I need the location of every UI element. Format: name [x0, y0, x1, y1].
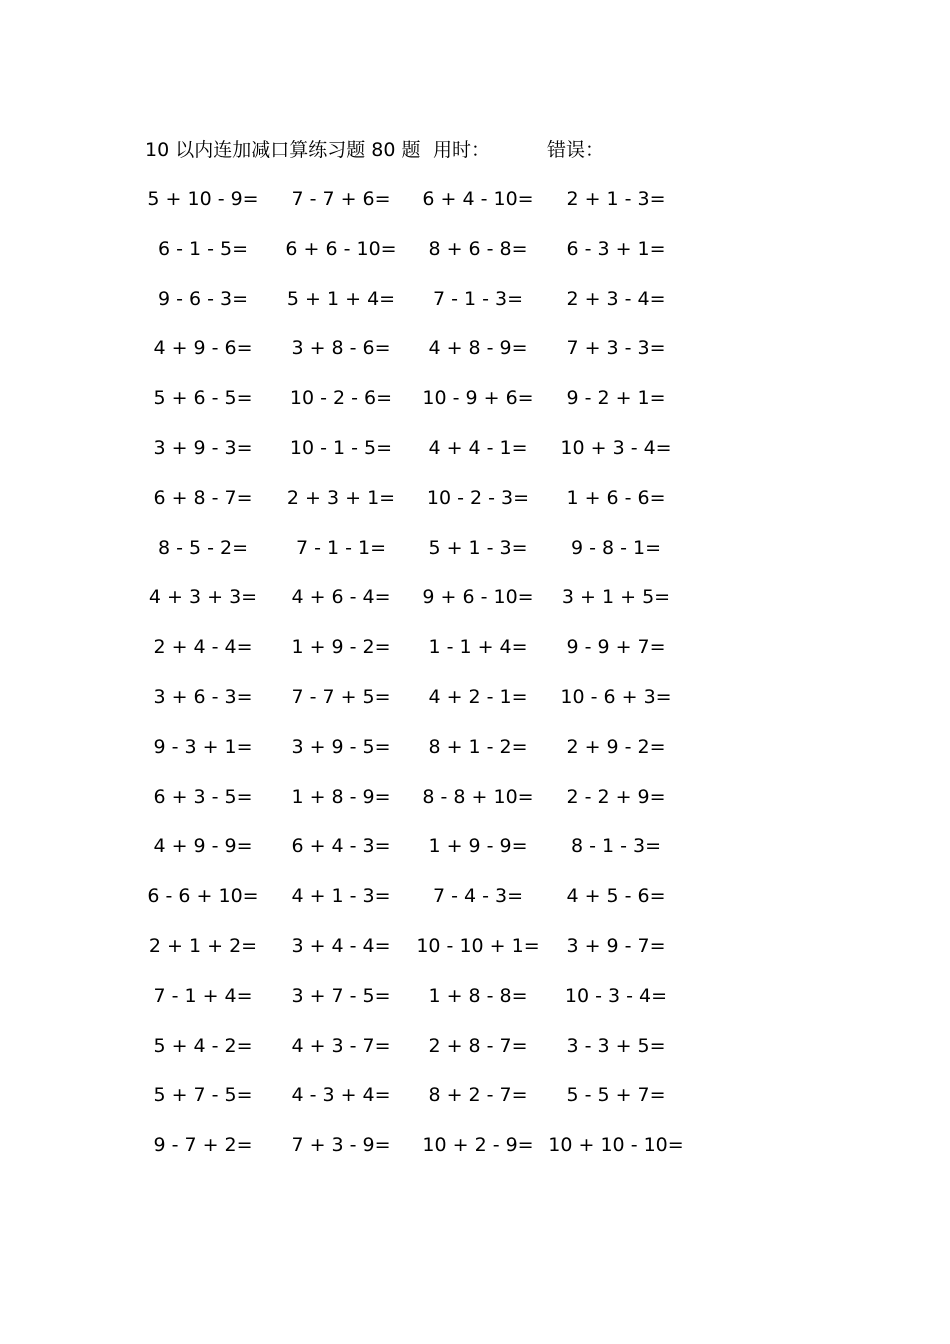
problem-item: 6 + 4 - 10= [422, 188, 534, 210]
problem-item: 3 + 9 - 5= [291, 735, 391, 758]
problem-item: 1 + 6 - 6= [566, 486, 666, 509]
problem-item: 4 + 4 - 1= [428, 436, 528, 459]
problem-row [0, 236, 950, 286]
problem-item: 3 + 8 - 6= [291, 337, 391, 360]
time-label: 用时： [433, 139, 491, 161]
problem-item: 10 - 1 - 5= [289, 436, 393, 459]
problem-item: 5 + 7 - 5= [153, 1084, 253, 1107]
problem-item: 8 + 6 - 8= [428, 237, 528, 260]
problem-item: 2 + 8 - 7= [428, 1034, 528, 1057]
problem-item: 9 - 2 + 1= [566, 387, 666, 410]
problem-item: 7 - 1 + 4= [153, 984, 253, 1007]
problem-row [0, 535, 950, 585]
problem-item: 8 - 1 - 3= [570, 835, 662, 858]
problem-item: 7 - 1 - 1= [295, 536, 387, 559]
problem-item: 2 + 3 - 4= [566, 287, 666, 310]
problem-row [0, 634, 950, 684]
problem-item: 4 + 2 - 1= [428, 685, 528, 708]
problem-item: 10 - 2 - 3= [426, 486, 530, 509]
problem-item: 4 + 5 - 6= [566, 885, 666, 908]
problem-row [0, 335, 950, 385]
problem-row [0, 983, 950, 1033]
problem-item: 6 + 4 - 3= [291, 835, 391, 858]
problem-item: 10 + 10 - 10= [548, 1134, 684, 1157]
problem-item: 7 + 3 - 9= [291, 1134, 391, 1157]
problem-item: 9 - 3 + 1= [153, 735, 253, 758]
problem-item: 4 - 3 + 4= [291, 1084, 391, 1107]
problem-item: 10 + 3 - 4= [560, 436, 672, 459]
problem-item: 1 + 8 - 8= [428, 984, 528, 1007]
problem-item: 6 - 3 + 1= [566, 237, 666, 260]
problem-item: 6 + 3 - 5= [153, 785, 253, 808]
problem-item: 2 + 3 + 1= [286, 486, 396, 509]
problem-item: 6 + 8 - 7= [153, 486, 253, 509]
problem-grid [0, 186, 950, 1182]
problem-row [0, 485, 950, 535]
problem-item: 1 - 1 + 4= [428, 636, 528, 659]
problem-item: 2 + 4 - 4= [153, 636, 253, 659]
problem-item: 6 + 6 - 10= [285, 237, 397, 260]
problem-item: 2 - 2 + 9= [566, 785, 666, 808]
problem-item: 3 + 6 - 3= [153, 685, 253, 708]
problem-item: 5 + 1 + 4= [286, 287, 396, 310]
problem-item: 10 - 9 + 6= [422, 387, 534, 410]
problem-item: 8 + 2 - 7= [428, 1084, 528, 1107]
problem-item: 7 - 7 + 5= [291, 685, 391, 708]
problem-item: 3 + 7 - 5= [291, 984, 391, 1007]
problem-item: 9 - 7 + 2= [153, 1134, 253, 1157]
worksheet-header [0, 137, 950, 163]
problem-item: 1 + 8 - 9= [291, 785, 391, 808]
problem-item: 7 + 3 - 3= [566, 337, 666, 360]
problem-item: 7 - 7 + 6= [291, 188, 391, 210]
problem-item: 1 + 9 - 2= [291, 636, 391, 659]
problem-item: 10 - 2 - 6= [289, 387, 393, 410]
problem-item: 10 - 10 + 1= [416, 934, 540, 957]
problem-item: 6 - 1 - 5= [157, 237, 249, 260]
problem-row [0, 734, 950, 784]
problem-item: 5 + 1 - 3= [428, 536, 528, 559]
problem-row [0, 385, 950, 435]
problem-row [0, 933, 950, 983]
problem-row [0, 784, 950, 834]
problem-row [0, 1132, 950, 1182]
problem-item: 9 - 8 - 1= [570, 536, 662, 559]
problem-item: 9 - 9 + 7= [566, 636, 666, 659]
problem-row [0, 1033, 950, 1083]
problem-item: 5 + 10 - 9= [147, 188, 259, 210]
problem-item: 4 + 9 - 9= [153, 835, 253, 858]
problem-item: 5 - 5 + 7= [566, 1084, 666, 1107]
problem-item: 4 + 9 - 6= [153, 337, 253, 360]
problem-item: 8 - 8 + 10= [422, 785, 534, 808]
problem-row [0, 1082, 950, 1132]
worksheet-title: 10 以内连加减口算练习题 80 题 [145, 139, 421, 161]
problem-row [0, 883, 950, 933]
problem-item: 2 + 1 + 2= [148, 934, 258, 957]
errors-label: 错误： [547, 139, 605, 161]
problem-item: 9 + 6 - 10= [422, 586, 534, 609]
problem-item: 3 + 4 - 4= [291, 934, 391, 957]
problem-row [0, 186, 950, 236]
problem-item: 1 + 9 - 9= [428, 835, 528, 858]
problem-item: 5 + 6 - 5= [153, 387, 253, 410]
problem-row [0, 286, 950, 336]
problem-item: 10 - 3 - 4= [564, 984, 668, 1007]
problem-item: 6 - 6 + 10= [147, 885, 259, 908]
problem-item: 7 - 4 - 3= [432, 885, 524, 908]
problem-item: 5 + 4 - 2= [153, 1034, 253, 1057]
problem-item: 2 + 1 - 3= [566, 188, 666, 210]
problem-row [0, 584, 950, 634]
problem-item: 4 + 3 - 7= [291, 1034, 391, 1057]
problem-item: 3 + 9 - 7= [566, 934, 666, 957]
problem-item: 8 - 5 - 2= [157, 536, 249, 559]
problem-item: 3 + 9 - 3= [153, 436, 253, 459]
problem-item: 4 + 6 - 4= [291, 586, 391, 609]
problem-item: 4 + 1 - 3= [291, 885, 391, 908]
problem-row [0, 435, 950, 485]
problem-item: 10 + 2 - 9= [422, 1134, 534, 1157]
problem-item: 4 + 8 - 9= [428, 337, 528, 360]
problem-item: 9 - 6 - 3= [157, 287, 249, 310]
problem-item: 7 - 1 - 3= [432, 287, 524, 310]
problem-item: 8 + 1 - 2= [428, 735, 528, 758]
problem-row [0, 833, 950, 883]
problem-item: 2 + 9 - 2= [566, 735, 666, 758]
problem-row [0, 684, 950, 734]
problem-item: 4 + 3 + 3= [148, 586, 258, 609]
problem-item: 3 - 3 + 5= [566, 1034, 666, 1057]
problem-item: 3 + 1 + 5= [561, 586, 671, 609]
problem-item: 10 - 6 + 3= [560, 685, 672, 708]
